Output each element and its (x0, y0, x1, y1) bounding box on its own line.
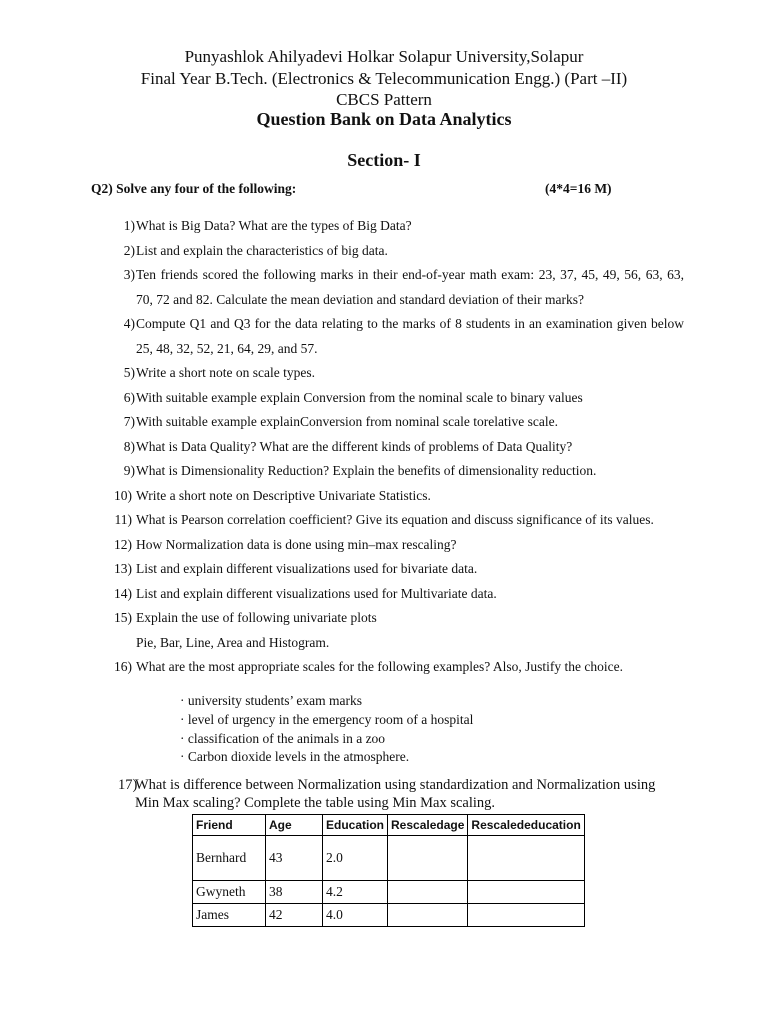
table-cell: 43 (266, 836, 323, 881)
item-number: 2) (123, 242, 135, 258)
item-text: What is Dimensionality Reduction? Explain the benefits of dimensionality reduction. (136, 463, 597, 478)
minmax-table (192, 814, 585, 927)
item-number: 17) (118, 777, 138, 793)
list-item (104, 484, 684, 509)
item-number: 11) (114, 512, 132, 527)
item-number: 13) (114, 561, 132, 576)
column-header: Rescalededucation (468, 815, 584, 836)
table-cell: 4.2 (323, 881, 388, 904)
table-row (193, 881, 585, 904)
list-item (104, 361, 684, 386)
item-text: What is Big Data? What are the types of Big Data? (136, 218, 412, 233)
item-text: List and explain the characteristics of big data. (136, 242, 388, 258)
course-name: Final Year B.Tech. (Electronics & Telecommunication Engg.) (Part –II) (140, 69, 628, 88)
table-row (193, 904, 585, 927)
item-text: What is Pearson correlation coefficient? Give its equation and discuss significance of its values. (136, 512, 654, 527)
item-text: How Normalization data is done using min–max rescaling? (136, 536, 457, 552)
table-cell (468, 881, 584, 904)
item-text: Explain the use of following univariate plots (136, 610, 377, 625)
item-text: Ten friends scored the following marks in their end-of-year math exam: 23, 37, 45, 49, 56, 63, 63, 70, 72 and 82. Calculate the mean deviation and standard deviation of their marks? (136, 267, 684, 307)
list-item (104, 386, 684, 411)
item-text: Compute Q1 and Q3 for the data relating to the marks of 8 students in an examination given below 25, 48, 32, 52, 21, 64, 29, and 57. (136, 316, 684, 356)
table-cell: 2.0 (323, 836, 388, 881)
list-item (104, 582, 684, 607)
item-text: With suitable example explain Conversion from the nominal scale to binary values (136, 389, 583, 405)
university-name: Punyashlok Ahilyadevi Holkar Solapur University,Solapur (184, 47, 584, 66)
table-row (193, 836, 585, 881)
item-number: 10) (114, 487, 132, 503)
bullet-item: · classification of the animals in a zoo (180, 730, 386, 746)
item-text: List and explain different visualizations used for bivariate data. (136, 561, 478, 576)
table-cell: 4.0 (323, 904, 388, 927)
list-item (104, 312, 684, 361)
table-cell: Bernhard (193, 836, 266, 881)
question-instruction: Q2) Solve any four of the following: (91, 181, 297, 196)
list-item (104, 239, 684, 264)
list-item (104, 508, 684, 533)
item-number: 4) (123, 316, 135, 331)
list-item (104, 533, 684, 558)
item-number: 12) (114, 536, 132, 552)
item-text: What is difference between Normalization using standardization and Normalization using Min Max scaling? Complete the table using Min Max scaling. (135, 777, 656, 811)
table-cell: 42 (266, 904, 323, 927)
item-text: What is Data Quality? What are the different kinds of problems of Data Quality? (136, 438, 573, 454)
column-header: Rescaledage (388, 815, 468, 836)
table-cell (388, 904, 468, 927)
question-list (104, 214, 684, 680)
list-item (104, 214, 684, 239)
column-header: Friend (193, 815, 266, 836)
document-title: Question Bank on Data Analytics (256, 109, 512, 129)
table-cell: Gwyneth (193, 881, 266, 904)
item-text: Pie, Bar, Line, Area and Histogram. (136, 634, 330, 650)
table-cell: 38 (266, 881, 323, 904)
list-item (104, 435, 684, 460)
pattern-label: CBCS Pattern (336, 90, 432, 109)
item-number: 5) (123, 365, 135, 380)
question-instruction-line (91, 181, 621, 197)
list-item (104, 410, 684, 435)
table-cell (388, 836, 468, 881)
list-item (104, 606, 684, 631)
bullet-item: · level of urgency in the emergency room of a hospital (180, 711, 474, 727)
table-cell (468, 904, 584, 927)
table-cell (468, 836, 584, 881)
list-item (104, 459, 684, 484)
list-item-continuation (104, 631, 684, 656)
item-number: 9) (123, 463, 135, 478)
list-item (104, 557, 684, 582)
item-text: List and explain different visualizations used for Multivariate data. (136, 585, 497, 601)
item-number: 3) (123, 267, 135, 282)
column-header: Education (323, 815, 388, 836)
question-17 (118, 776, 678, 812)
bullet-item: · university students’ exam marks (180, 693, 362, 708)
table-cell: James (193, 904, 266, 927)
scale-examples-list (180, 692, 473, 767)
question-marks: (4*4=16 M) (545, 181, 612, 196)
item-text: Write a short note on scale types. (136, 365, 316, 380)
column-header: Age (266, 815, 323, 836)
bullet-item: · Carbon dioxide levels in the atmosphere. (180, 749, 410, 765)
item-number: 7) (123, 414, 135, 429)
item-number: 6) (123, 389, 135, 405)
table-cell (388, 881, 468, 904)
list-item (104, 263, 684, 312)
item-number: 14) (114, 585, 132, 601)
item-text: Write a short note on Descriptive Univariate Statistics. (136, 487, 431, 503)
item-number: 1) (123, 218, 135, 233)
item-text: With suitable example explainConversion from nominal scale torelative scale. (136, 414, 558, 429)
item-number: 16) (114, 659, 132, 674)
list-item (104, 655, 684, 680)
section-heading: Section- I (347, 150, 421, 170)
table-header-row (193, 815, 585, 836)
item-number: 8) (123, 438, 135, 454)
item-text: What are the most appropriate scales for the following examples? Also, Justify the choice. (136, 659, 623, 674)
item-number: 15) (114, 610, 132, 625)
